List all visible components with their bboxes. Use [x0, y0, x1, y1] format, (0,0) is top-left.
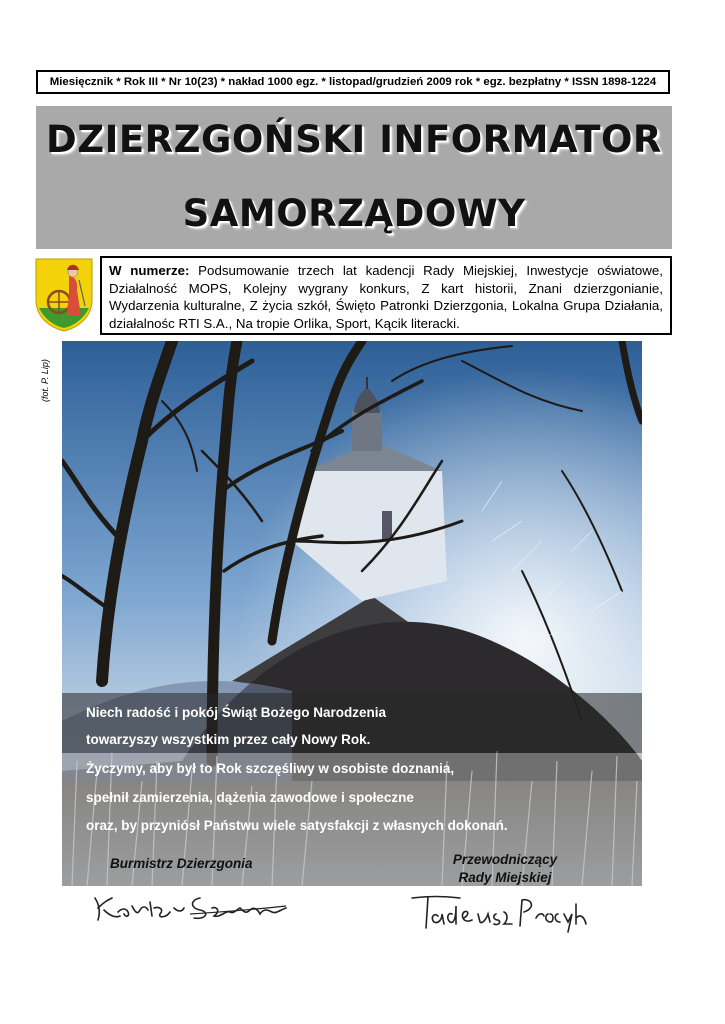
wish-line-4: spełnił zamierzenia, dążenia zawodowe i społeczne [86, 790, 414, 805]
mayor-title: Burmistrz Dzierzgonia [110, 856, 253, 871]
contents-box [100, 256, 672, 335]
chairman-title [440, 851, 570, 886]
chairman-title-line-1: Przewodniczący [452, 852, 558, 867]
title-line-1: DZIERZGOŃSKI INFORMATOR [46, 118, 662, 161]
wish-line-2: towarzyszy wszystkim przez cały Nowy Rok. [86, 732, 371, 747]
contents-label: W numerze: [109, 263, 190, 278]
chairman-title-line-2: Rady Miejskiej [458, 870, 552, 885]
masthead [36, 106, 672, 249]
issue-info-text: Miesięcznik * Rok III * Nr 10(23) * nakład 1000 egz. * listopad/grudzień 2009 rok * egz. bezpłatny * ISSN 1898-1224 [49, 76, 657, 88]
wish-line-3: Życzymy, aby był to Rok szczęśliwy w osobiste doznania, [86, 761, 455, 776]
issue-info-strip [36, 70, 670, 94]
chairman-signature [408, 890, 588, 939]
wish-line-1: Niech radość i pokój Świąt Bożego Narodzenia [86, 705, 387, 720]
mayor-signature [90, 888, 290, 929]
wish-line-5: oraz, by przyniósł Państwu wiele satysfakcji z własnych dokonań. [86, 818, 508, 833]
photo-credit: (fot. P. Lip) [40, 359, 50, 402]
contents-text: Podsumowanie trzech lat kadencji Rady Miejskiej, Inwestycje oświatowe, Działalność MOPS, Kolejny wygrany konkurs, Z kart historii, Znani dzierzgonianie, Wydarzenia kulturalne, Z życia szkół, Święto Patronki Dzierzgonia, Lokalna Grupa Działania, działalnośc RTI S.A., Na tropie Orlika, Sport, Kącik literacki. [109, 263, 663, 331]
coat-of-arms-icon [33, 256, 95, 332]
title-line-2: SAMORZĄDOWY [182, 192, 526, 235]
church-winter-photo [62, 341, 642, 886]
